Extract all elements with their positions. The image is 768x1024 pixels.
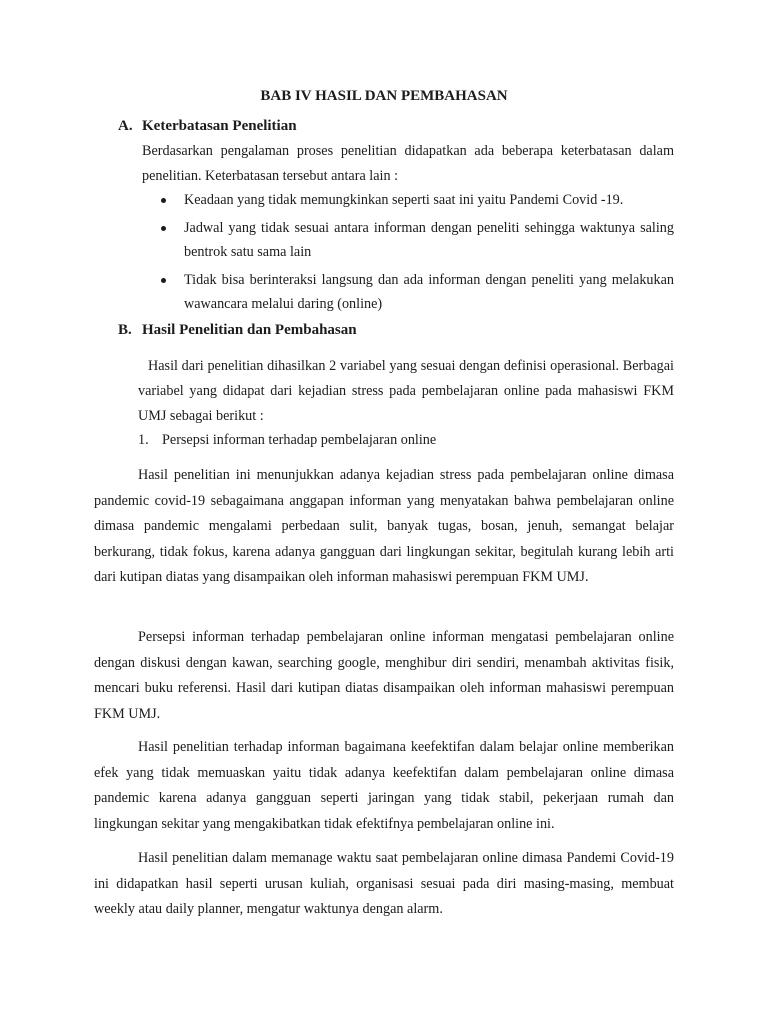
list-item: Keadaan yang tidak memungkinkan seperti saat ini yaitu Pandemi Covid -19.: [158, 188, 674, 213]
list-item: Tidak bisa berinteraksi langsung dan ada informan dengan peneliti yang melakukan wawancara melalui daring (online): [158, 268, 674, 317]
section-a-heading: [118, 116, 297, 136]
numbered-item-number: 1.: [138, 432, 149, 448]
bullet-icon: [161, 278, 166, 283]
section-a-title: Keterbatasan Penelitian: [142, 118, 297, 134]
section-b-intro: Hasil dari penelitian dihasilkan 2 variabel yang sesuai dengan definisi operasional. Berbagai variabel yang didapat dari kejadian stress pada pembelajaran online pada mahasiswi FKM UMJ sebagai berikut :: [138, 358, 674, 424]
numbered-item-text: Persepsi informan terhadap pembelajaran online: [162, 432, 437, 448]
section-b-title: Hasil Penelitian dan Pembahasan: [142, 322, 357, 338]
section-a-letter: A.: [118, 118, 133, 134]
section-b-letter: B.: [118, 322, 132, 338]
limitations-list: [158, 188, 674, 320]
bullet-icon: [161, 198, 166, 203]
bullet-icon: [161, 226, 166, 231]
list-item: Jadwal yang tidak sesuai antara informan dengan peneliti sehingga waktunya saling bentrok satu sama lain: [158, 216, 674, 265]
paragraph-3: Hasil penelitian terhadap informan bagaimana keefektifan dalam belajar online memberikan efek yang tidak memuaskan yaitu tidak adanya keefektifan dalam pembelajaran online dimasa pandemic karena adanya gangguan seperti jaringan yang tidak stabil, pekerjaan rumah dan lingkungan sekitar yang mengakibatkan tidak efektifnya pembelajaran online ini.: [94, 739, 674, 832]
paragraph-2: Persepsi informan terhadap pembelajaran online informan mengatasi pembelajaran online dengan diskusi dengan kawan, searching google, menghibur diri sendiri, menambah aktivitas fisik, mencari buku referensi. Hasil dari kutipan diatas disampaikan oleh informan mahasiswi perempuan FKM UMJ.: [94, 629, 674, 722]
paragraph-4: Hasil penelitian dalam memanage waktu saat pembelajaran online dimasa Pandemi Covid-19 ini didapatkan hasil seperti urusan kuliah, organisasi sesuai pada diri masing-masing, membuat weekly atau daily planner, mengatur waktunya dengan alarm.: [94, 850, 674, 917]
numbered-item: [138, 430, 436, 450]
section-b-heading: [118, 320, 357, 340]
section-a-intro: Berdasarkan pengalaman proses penelitian didapatkan ada beberapa keterbatasan dalam penelitian. Keterbatasan tersebut antara lain :: [142, 143, 674, 184]
paragraph-1: Hasil penelitian ini menunjukkan adanya kejadian stress pada pembelajaran online dimasa pandemic covid-19 sebagaimana anggapan informan yang menyatakan bahwa pembelajaran online dimasa pandemic mengalami perbedaan sulit, banyak tugas, bosan, jenuh, semangat belajar berkurang, tidak fokus, karena adanya gangguan dari lingkungan sekitar, begitulah kurang lebih arti dari kutipan diatas yang disampaikan oleh informan mahasiswi perempuan FKM UMJ.: [94, 467, 674, 585]
chapter-title: BAB IV HASIL DAN PEMBAHASAN: [260, 88, 508, 104]
